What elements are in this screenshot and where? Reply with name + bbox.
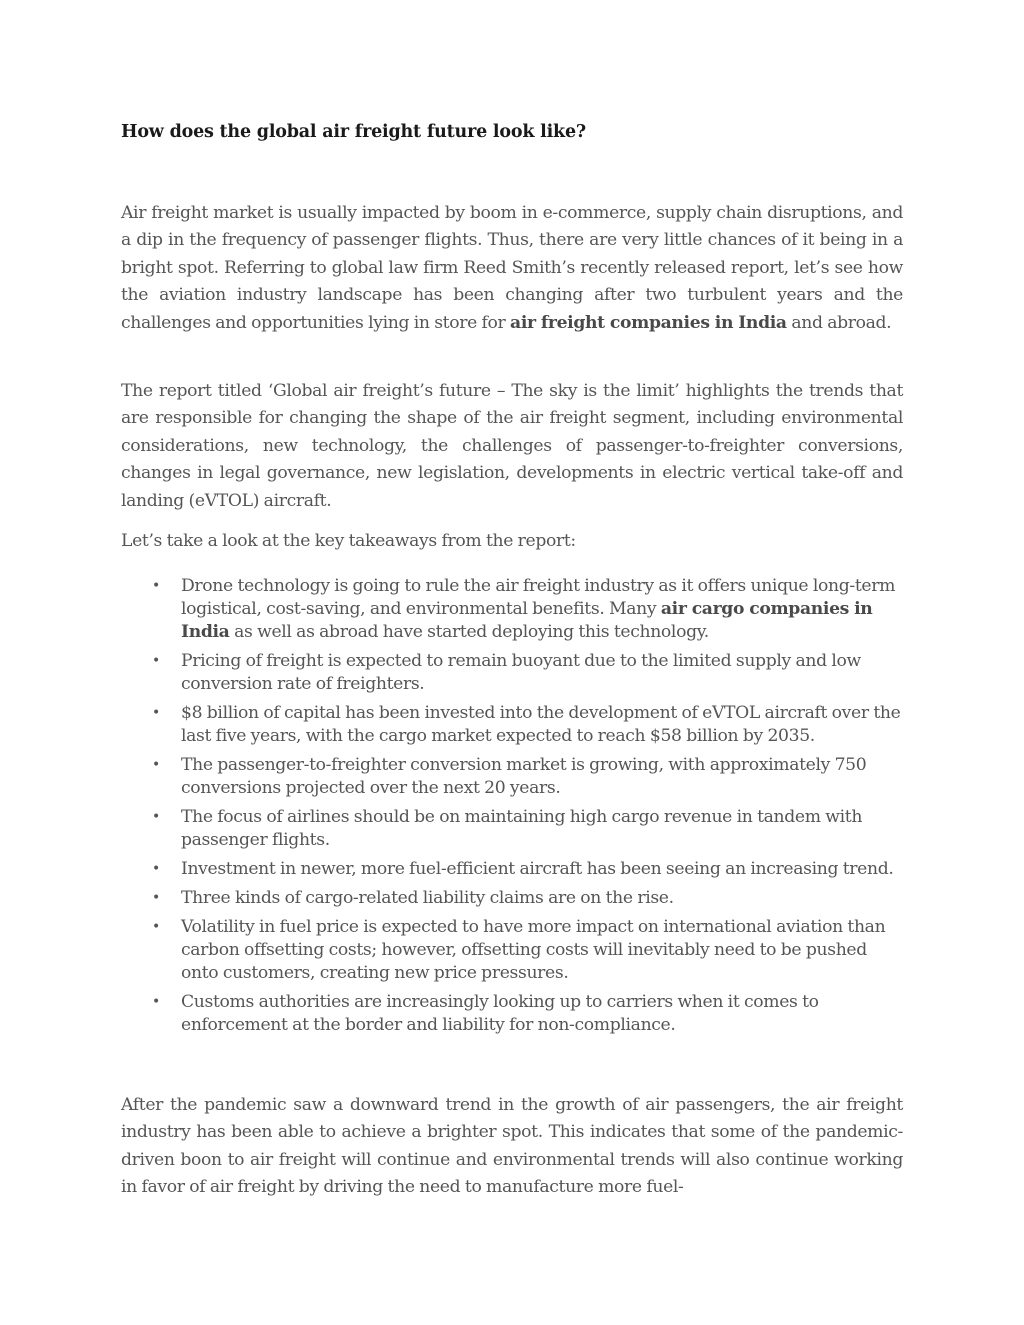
takeaway-item [121,806,903,852]
bullet-dot-icon: • [152,578,160,594]
takeaway-text-end: as well as abroad have started deploying this technology. [229,622,709,642]
takeaway-item [121,754,903,800]
takeaway-text: The focus of airlines should be on maintaining high cargo revenue in tandem with passenger flights. [181,807,863,850]
takeaway-text: Three kinds of cargo-related liability claims are on the rise. [181,888,674,908]
takeaway-item [121,991,903,1037]
takeaway-bold-text: air cargo companies in India [181,599,873,642]
takeaway-text: Drone technology is going to rule the air freight industry as it offers unique long-term logistical, cost-saving, and environmental benefits. Many [181,576,896,619]
takeaway-text: Customs authorities are increasingly looking up to carriers when it comes to enforcement at the border and liability for non-compliance. [181,992,819,1035]
takeaways-list [121,575,903,1043]
takeaway-text: Volatility in fuel price is expected to have more impact on international aviation than carbon offsetting costs; however, offsetting costs will inevitably need to be pushed onto customers, creating new price pressures. [181,917,886,983]
takeaway-item [121,916,903,985]
takeaway-item [121,887,903,910]
takeaway-item [121,575,903,644]
takeaway-text: $8 billion of capital has been invested into the development of eVTOL aircraft over the last five years, with the cargo market expected to reach $58 billion by 2035. [181,703,901,746]
takeaway-text: Pricing of freight is expected to remain buoyant due to the limited supply and low conversion rate of freighters. [181,651,861,694]
bullet-dot-icon: • [152,919,160,935]
bullet-dot-icon: • [152,994,160,1010]
intro-text-end: and abroad. [786,312,892,333]
takeaway-item [121,650,903,696]
report-paragraph: The report titled ‘Global air freight’s future – The sky is the limit’ highlights the trends that are responsible for changing the shape of the air freight segment, including environmental considerations, new technology, the challenges of passenger-to-freighter conversions, changes in legal governance, new legislation, developments in electric vertical take-off and landing (eVTOL) aircraft. [121,381,903,511]
bullet-dot-icon: • [152,653,160,669]
bullet-dot-icon: • [152,861,160,877]
bullet-dot-icon: • [152,757,160,773]
takeaway-text: The passenger-to-freighter conversion market is growing, with approximately 750 conversions projected over the next 20 years. [181,755,867,798]
bullet-dot-icon: • [152,809,160,825]
takeaway-text: Investment in newer, more fuel-efficient aircraft has been seeing an increasing trend. [181,859,894,879]
takeaways-intro: Let’s take a look at the key takeaways from the report: [121,531,576,551]
bullet-dot-icon: • [152,705,160,721]
intro-paragraph [121,200,903,337]
intro-bold-link-text: air freight companies in India [510,312,787,333]
takeaway-item [121,702,903,748]
page-title: How does the global air freight future look like? [121,122,586,142]
bullet-dot-icon: • [152,890,160,906]
intro-text-start: Air freight market is usually impacted by boom in e-commerce, supply chain disruptions, and a dip in the frequency of passenger flights. Thus, there are very little chances of it being in a bright spot. Referring to global law firm Reed Smith’s recently released report, let’s see how the aviation industry landscape has been changing after two turbulent years and the challenges and opportunities lying in store for [121,203,903,333]
conclusion-paragraph: After the pandemic saw a downward trend in the growth of air passengers, the air freight industry has been able to achieve a brighter spot. This indicates that some of the pandemic-driven boon to air freight will continue and environmental trends will also continue working in favor of air freight by driving the need to manufacture more fuel- [121,1095,903,1198]
takeaway-item [121,858,903,881]
